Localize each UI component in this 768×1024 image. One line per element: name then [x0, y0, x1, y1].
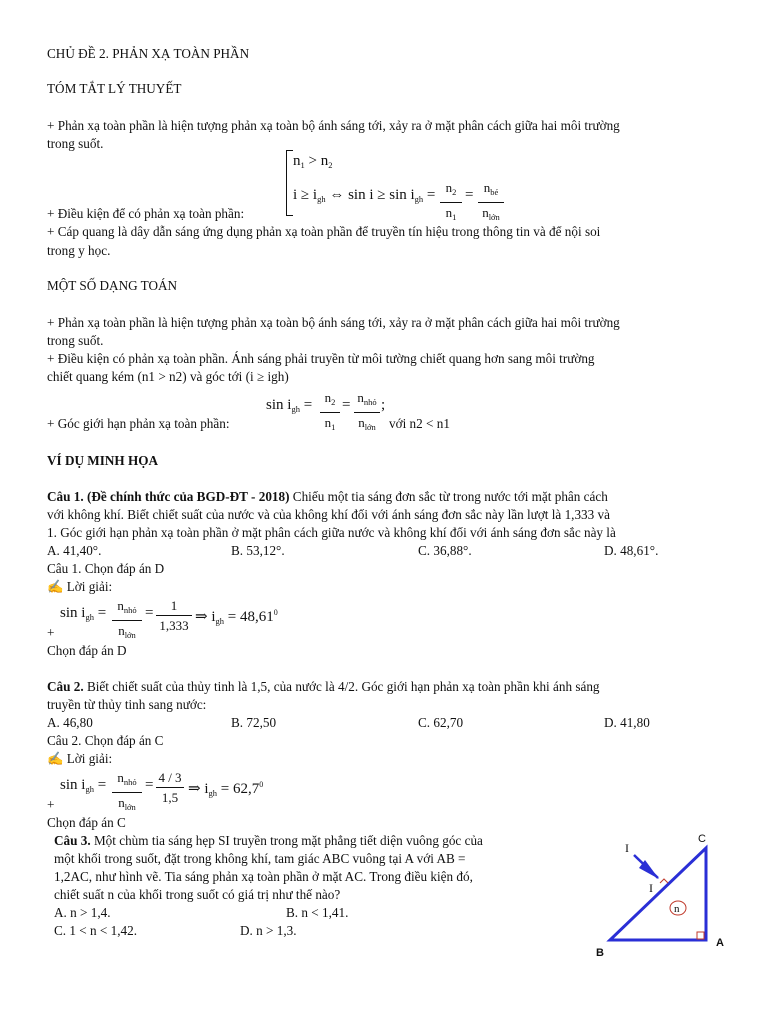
q1-formula: $\sin i_{gh}$ = — [60, 605, 107, 622]
fraction-n2-n1: $n_2$ $n_1$ — [440, 180, 462, 225]
label-n: n — [674, 903, 680, 915]
equals-sign: = — [145, 605, 154, 621]
normal-mark — [660, 879, 668, 883]
problems-line: chiết quang kém (n1 > n2) và góc tới (i ≥ igh) — [47, 369, 289, 384]
q1-solution-label: ✍ Lời giải: — [47, 579, 113, 594]
system-brace — [286, 150, 293, 216]
fraction-1-1333: 1 1,333 — [156, 598, 192, 633]
label-i-ray: I — [625, 841, 629, 855]
q2-option-b: B. 72,50 — [231, 715, 277, 730]
q1-option-d: D. 48,61°. — [604, 543, 659, 558]
fraction-nnho-nlon: $n_{nhỏ}$ $n_{lớn}$ — [112, 598, 142, 643]
q3-option-a: A. n > 1,4. — [54, 905, 111, 920]
problems-line-tail: với n2 < n1 — [389, 416, 450, 431]
question-2-line: Câu 2. Biết chiết suất của thủy tinh là 1,5, của nước là 4/2. Góc giới hạn phản xạ toàn phần khi ánh sáng — [47, 679, 600, 694]
summary-heading: TÓM TẮT LÝ THUYẾT — [47, 81, 182, 96]
problems-line: + Góc giới hạn phản xạ toàn phần: — [47, 416, 230, 431]
triangle-abc — [610, 848, 706, 940]
question-1-line: 1. Góc giới hạn phản xạ toàn phần ở mặt phân cách giữa nước và không khí đối với ánh sáng đơn sắc này là — [47, 525, 616, 540]
q1-plus: + — [47, 625, 55, 640]
equals-sign: = — [465, 187, 474, 203]
question-3-line: 1,2AC, như hình vẽ. Tia sáng phản xạ toàn phần ở mặt AC. Trong điều kiện đó, — [54, 869, 473, 884]
label-a: A — [716, 937, 724, 949]
q2-formula: $\sin i_{gh}$ = — [60, 777, 107, 794]
q1-option-a: A. 41,40°. — [47, 543, 102, 558]
triangle-figure — [585, 828, 745, 968]
fraction-n2-n1: $n_2$ $n_1$ — [320, 390, 340, 435]
writing-hand-icon: ✍ — [47, 751, 64, 766]
q2-conclusion: Chọn đáp án C — [47, 815, 126, 830]
question-1-line: với không khí. Biết chiết suất của nước và của không khí đối với ánh sáng đơn sắc này lần lượt là 1,333 và — [47, 507, 610, 522]
q1-conclusion: Chọn đáp án D — [47, 643, 127, 658]
theory-line: trong y học. — [47, 243, 111, 258]
q2-answer-line: Câu 2. Chọn đáp án C — [47, 733, 164, 748]
right-angle-mark — [697, 932, 704, 939]
page-title: CHỦ ĐỀ 2. PHẢN XẠ TOÀN PHẦN — [47, 46, 250, 61]
label-i-point: I — [649, 881, 653, 895]
problems-line: trong suốt. — [47, 333, 104, 348]
fraction-nbe-nlon: $n_{bé}$ $n_{lớn}$ — [478, 180, 504, 225]
fraction-nnho-nlon: $n_{nhỏ}$ $n_{lớn}$ — [112, 770, 142, 815]
equals-sign: = — [342, 397, 351, 413]
problems-line: + Điều kiện có phản xạ toàn phần. Ánh sáng phải truyền từ môi tường chiết quang hơn sang môi trường — [47, 351, 595, 366]
label-b: B — [596, 947, 604, 959]
label-c: C — [698, 833, 706, 845]
theory-line: trong suốt. — [47, 136, 104, 151]
question-3-line: một khối trong suốt, đặt trong không khí, tam giác ABC vuông tại A với AB = — [54, 851, 466, 866]
fraction-4-3-over-1-5: 4 / 3 1,5 — [156, 770, 184, 805]
fraction-nnho-nlon: $n_{nhỏ}$ $n_{lớn}$ — [354, 390, 380, 435]
q2-option-a: A. 46,80 — [47, 715, 93, 730]
question-3-line: Câu 3. Một chùm tia sáng hẹp SI truyền trong mặt phẳng tiết diện vuông góc của — [54, 833, 483, 848]
condition-formula-2: $i \ge i_{gh}$ ⇔ $\sin i \ge \sin i_{gh}$ = — [293, 187, 436, 204]
critical-angle-formula: $\sin i_{gh}$ = — [266, 397, 313, 414]
q2-option-c: C. 62,70 — [418, 715, 464, 730]
problems-heading: MỘT SỐ DẠNG TOÁN — [47, 278, 178, 293]
q2-solution-label: ✍ Lời giải: — [47, 751, 113, 766]
theory-line: + Điều kiện để có phản xạ toàn phần: — [47, 206, 245, 221]
q1-answer-line: Câu 1. Chọn đáp án D — [47, 561, 165, 576]
q1-option-c: C. 36,88°. — [418, 543, 472, 558]
q1-option-b: B. 53,12°. — [231, 543, 285, 558]
q2-plus: + — [47, 797, 55, 812]
examples-heading: VÍ DỤ MINH HỌA — [47, 453, 158, 468]
question-3-line: chiết suất n của khối trong suốt có giá trị như thế nào? — [54, 887, 341, 902]
equals-sign: = — [145, 777, 154, 793]
condition-formula-1: $n_1 > n_2$ — [293, 153, 333, 170]
theory-line: + Phản xạ toàn phần là hiện tượng phản xạ toàn bộ ánh sáng tới, xảy ra ở mặt phân cách giữa hai môi trường — [47, 118, 620, 133]
q2-formula-result: ⇒ $i_{gh} = 62,7^0$ — [188, 780, 264, 798]
question-1-line: Câu 1. (Đề chính thức của BGD-ĐT - 2018) Chiếu một tia sáng đơn sắc từ trong nước tới mặt phân cách — [47, 489, 608, 504]
q3-option-c: C. 1 < n < 1,42. — [54, 923, 138, 938]
q1-formula-result: ⇒ $i_{gh} = 48,61^0$ — [195, 608, 278, 626]
writing-hand-icon: ✍ — [47, 579, 64, 594]
theory-line: + Cáp quang là dây dẫn sáng ứng dụng phản xạ toàn phần để truyền tín hiệu trong thông tin và để nội soi — [47, 224, 601, 239]
question-2-line: truyền từ thủy tinh sang nước: — [47, 697, 207, 712]
problems-line: + Phản xạ toàn phần là hiện tượng phản xạ toàn bộ ánh sáng tới, xảy ra ở mặt phân cách giữa hai môi trường — [47, 315, 620, 330]
q2-option-d: D. 41,80 — [604, 715, 650, 730]
q3-option-d: D. n > 1,3. — [240, 923, 297, 938]
semicolon: ; — [381, 397, 386, 413]
q3-option-b: B. n < 1,41. — [286, 905, 349, 920]
